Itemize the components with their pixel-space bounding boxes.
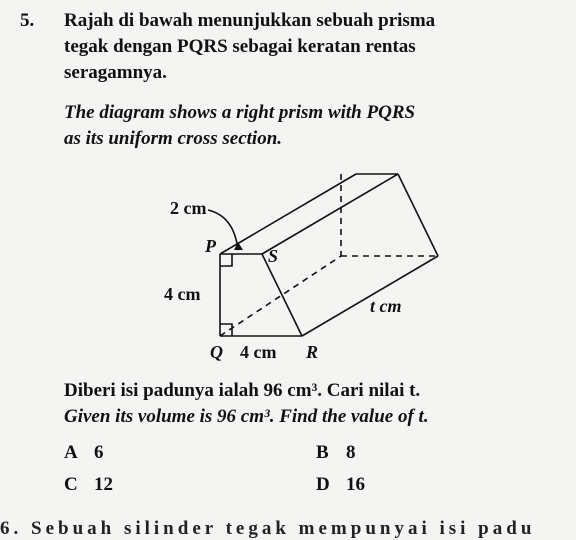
option-b[interactable] <box>316 442 356 464</box>
option-c-letter: C <box>64 474 78 495</box>
malay-line-3: seragamnya. <box>64 62 167 83</box>
english-line-2: as its uniform cross section. <box>64 128 283 149</box>
label-Q: Q <box>210 342 223 362</box>
option-d-letter: D <box>316 474 330 495</box>
option-a[interactable] <box>64 442 104 464</box>
option-d-value: 16 <box>346 474 365 495</box>
arrow-head <box>234 242 243 250</box>
label-bottom-width: 4 cm <box>240 342 277 362</box>
label-length: t cm <box>370 296 402 316</box>
option-a-letter: A <box>64 442 78 463</box>
question-number: 5. <box>20 10 35 31</box>
option-c-value: 12 <box>94 474 113 495</box>
label-P: P <box>205 236 216 256</box>
prism-diagram <box>150 170 450 375</box>
option-b-value: 8 <box>346 442 356 463</box>
label-top-width: 2 cm <box>170 198 207 218</box>
malay-line-1: Rajah di bawah menunjukkan sebuah prisma <box>64 10 436 31</box>
edge-P-back <box>220 174 356 254</box>
label-S: S <box>268 246 279 266</box>
volume-malay: Diberi isi padunya ialah 96 cm³. Cari nilai t. <box>64 380 421 401</box>
label-R: R <box>306 342 319 362</box>
right-angle-P <box>220 254 232 266</box>
next-question-cut: 6. Sebuah silinder tegak mempunyai isi padu <box>0 518 536 539</box>
edge-S-back <box>262 174 398 254</box>
label-height: 4 cm <box>164 284 201 304</box>
option-d[interactable] <box>316 474 365 496</box>
option-a-value: 6 <box>94 442 104 463</box>
english-line-1: The diagram shows a right prism with PQRS <box>64 102 416 123</box>
malay-line-2: tegak dengan PQRS sebagai keratan rentas <box>64 36 416 57</box>
option-b-letter: B <box>316 442 329 463</box>
option-c[interactable] <box>64 474 113 496</box>
volume-english: Given its volume is 96 cm³. Find the value of t. <box>64 406 429 427</box>
edge-back-slant <box>398 174 438 256</box>
